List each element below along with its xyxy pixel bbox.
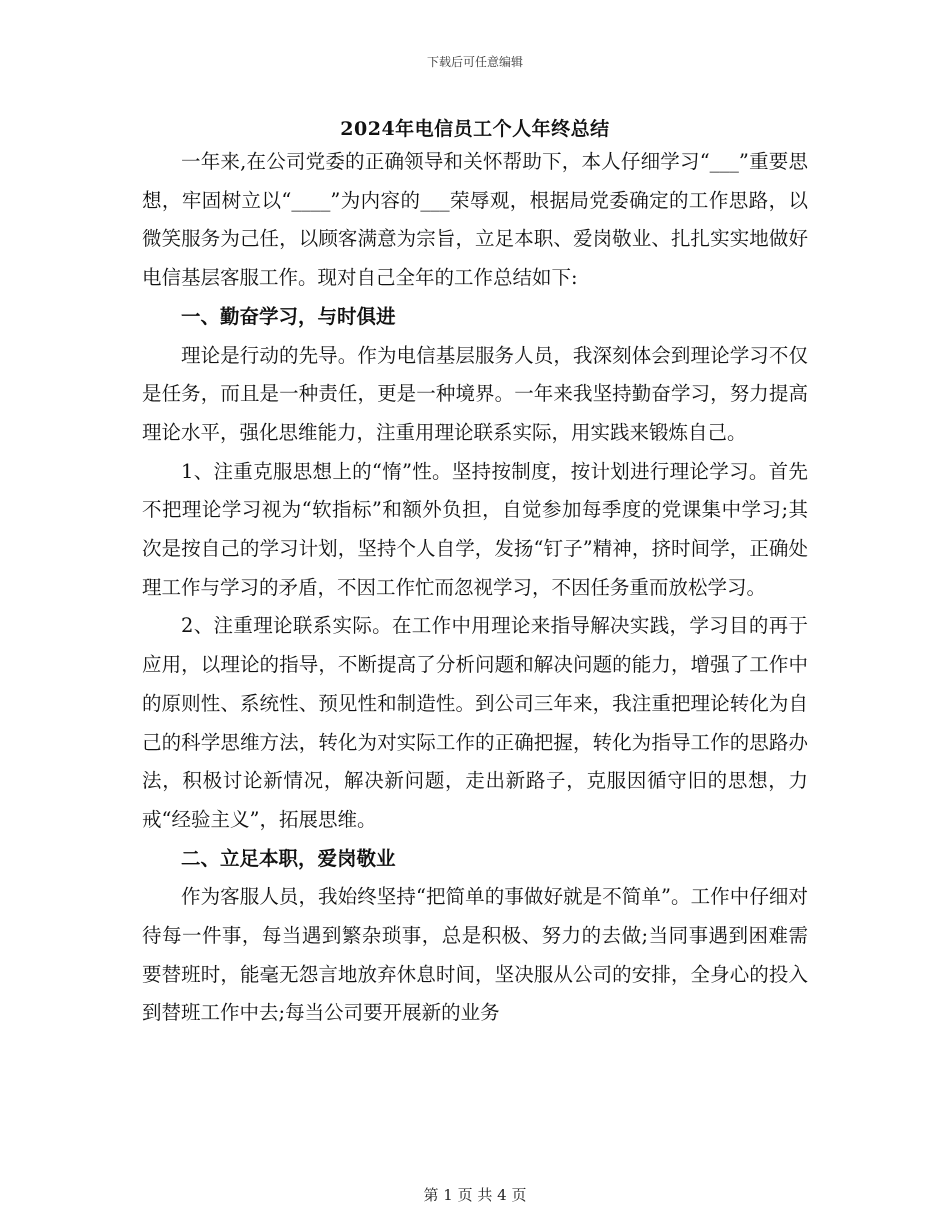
body-paragraph: 理论是行动的先导。作为电信基层服务人员，我深刻体会到理论学习不仅是任务，而且是一种责任，更是一种境界。一年来我坚持勤奋学习，努力提高理论水平，强化思维能力，注重用理论联系实际，用实践来锻炼自己。 [142,343,808,444]
section-heading-1: 一、勤奋学习，与时俱进 [181,304,396,328]
body-paragraph: 作为客服人员，我始终坚持“把简单的事做好就是不简单”。工作中仔细对待每一件事，每当遇到繁杂琐事，总是积极、努力的去做;当同事遇到困难需要替班时，能毫无怨言地放弃休息时间，坚决服从公司的安排，全身心的投入到替班工作中去;每当公司要开展新的业务 [142,885,808,1025]
page-header-note: 下载后可任意编辑 [426,55,523,69]
body-paragraph: 1、注重克服思想上的“惰”性。坚持按制度，按计划进行理论学习。首先不把理论学习视为“软指标”和额外负担，自觉参加每季度的党课集中学习;其次是按自己的学习计划，坚持个人自学，发扬“钉子”精神，挤时间学，正确处理工作与学习的矛盾，不因工作忙而忽视学习，不因任务重而放松学习。 [142,459,808,599]
intro-paragraph: 一年来,在公司党委的正确领导和关怀帮助下，本人仔细学习“___”重要思想，牢固树立以“____”为内容的___荣辱观，根据局党委确定的工作思路，以微笑服务为己任，以顾客满意为宗旨，立足本职、爱岗敬业、扎扎实实地做好电信基层客服工作。现对自己全年的工作总结如下: [142,150,808,290]
section-heading-2: 二、立足本职，爱岗敬业 [181,846,396,870]
document-body [142,143,808,1033]
body-paragraph: 2、注重理论联系实际。在工作中用理论来指导解决实践，学习目的再于应用，以理论的指导，不断提高了分析问题和解决问题的能力，增强了工作中的原则性、系统性、预见性和制造性。到公司三年来，我注重把理论转化为自己的科学思维方法，转化为对实际工作的正确把握，转化为指导工作的思路办法，积极讨论新情况，解决新问题，走出新路子，克服因循守旧的思想，力戒“经验主义”，拓展思维。 [142,614,808,831]
page-number-footer: 第 1 页 共 4 页 [423,1186,527,1204]
document-title: 2024年电信员工个人年终总结 [340,118,610,140]
